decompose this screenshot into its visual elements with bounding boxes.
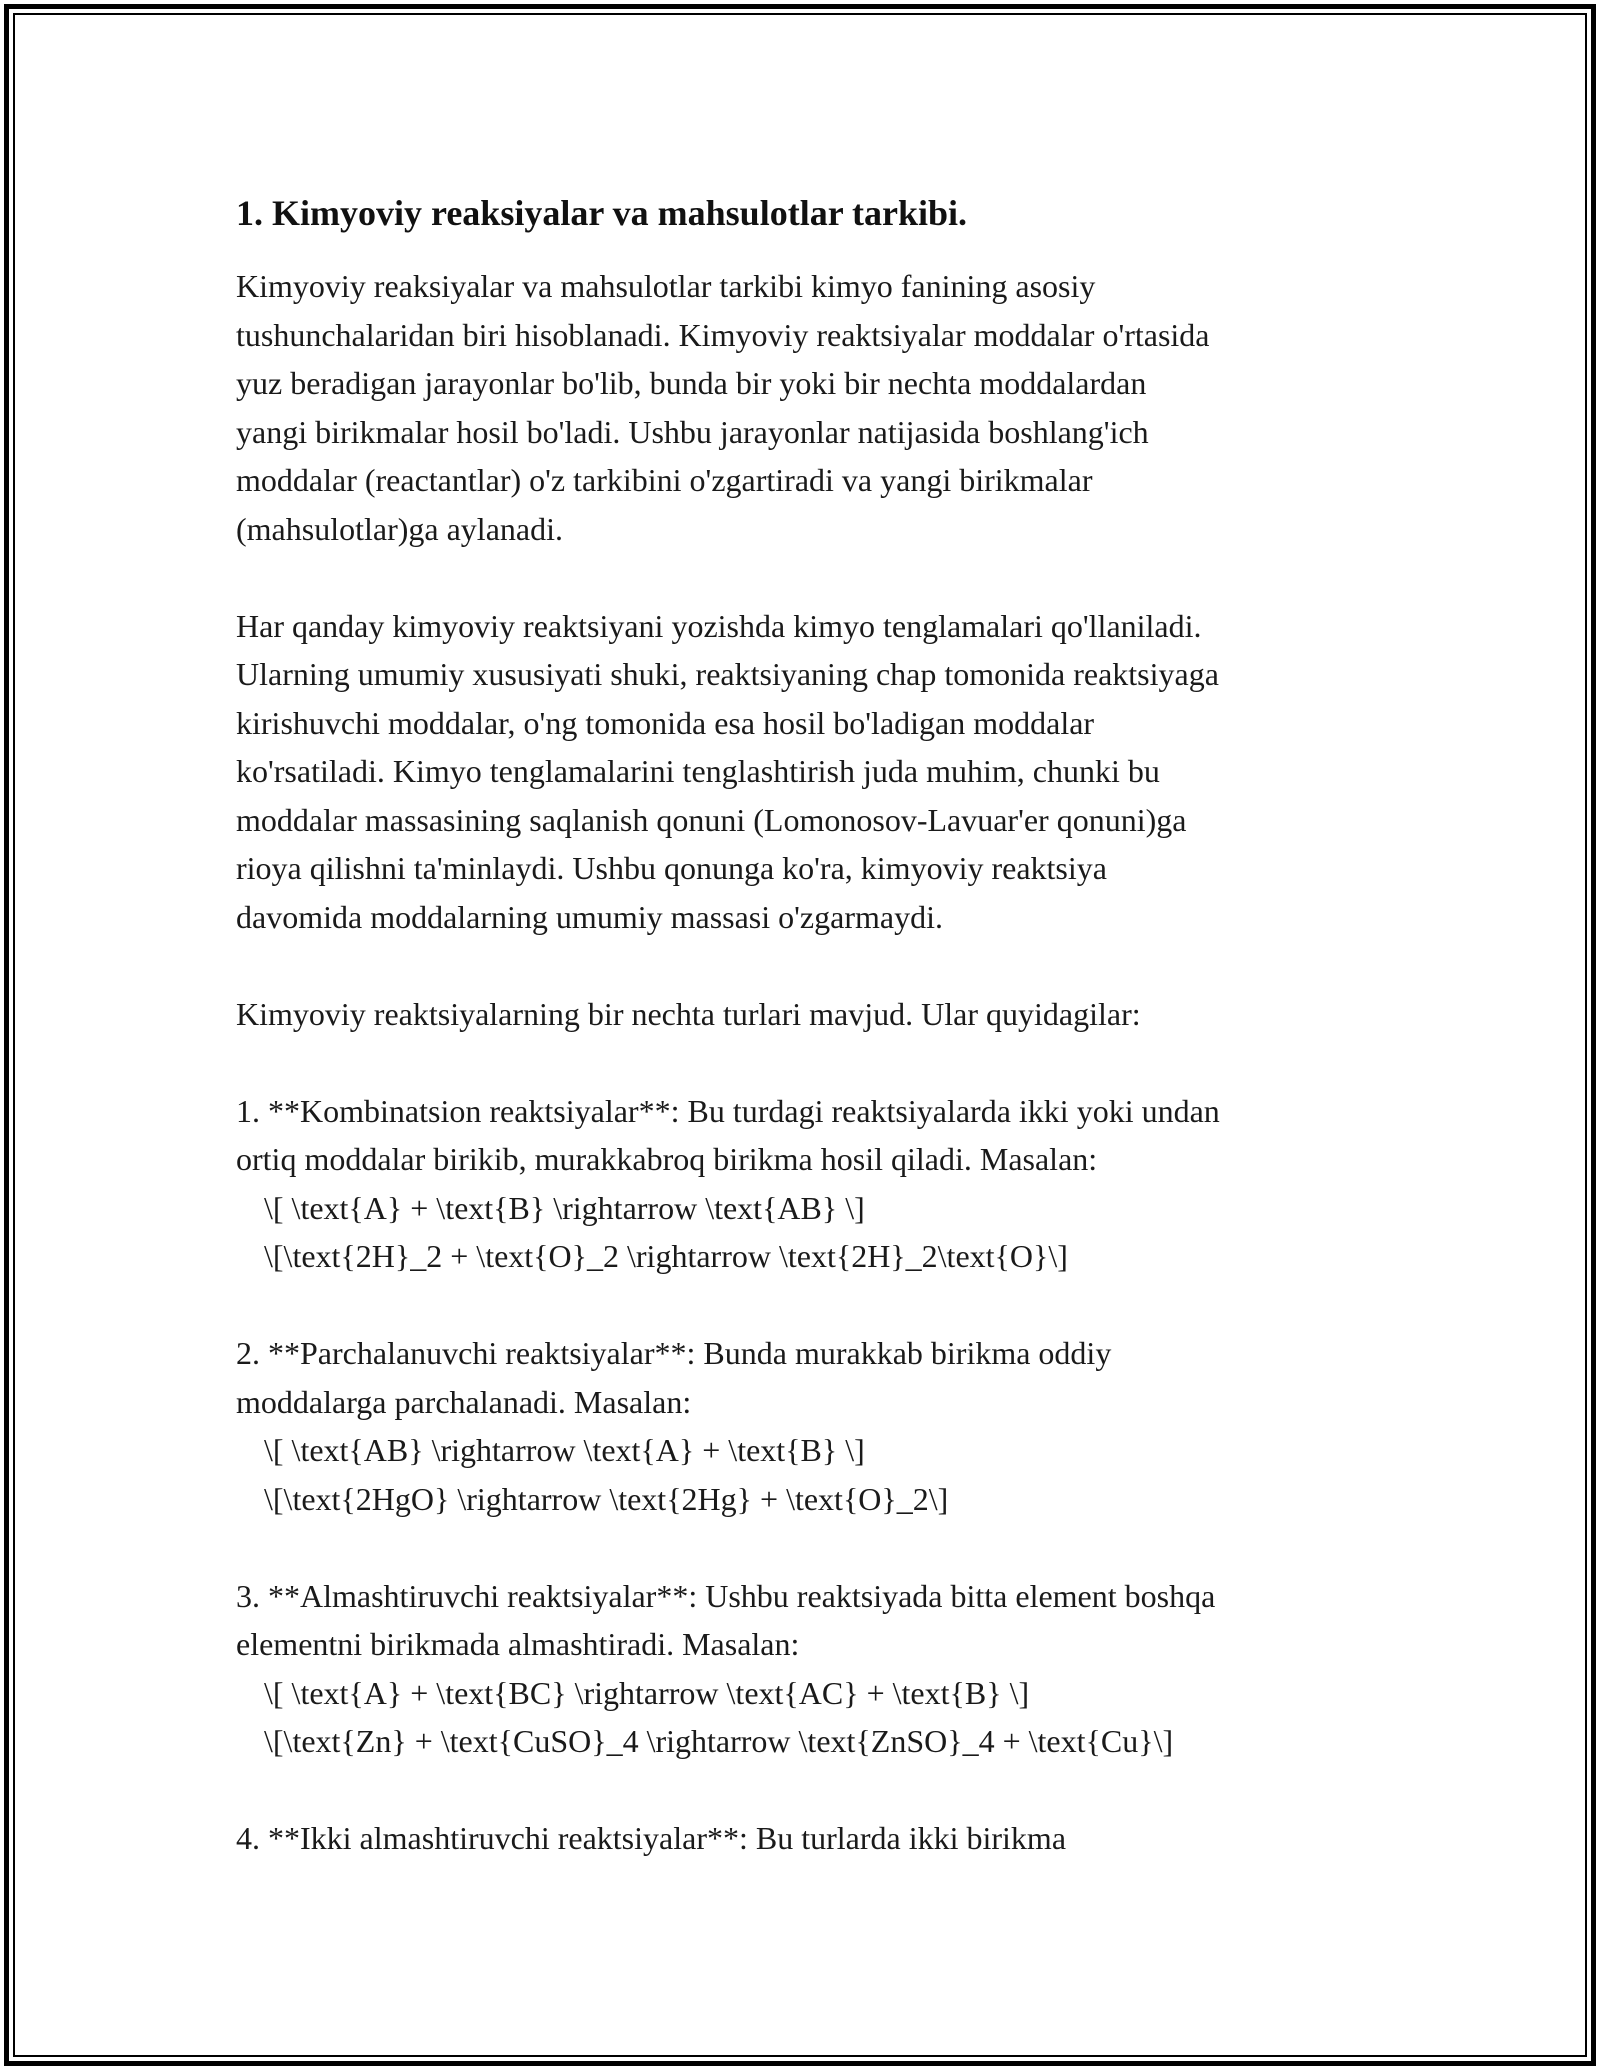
paragraph-spacer bbox=[236, 1038, 1396, 1087]
formula-general: \[ \text{AB} \rightarrow \text{A} + \text{B} \] bbox=[264, 1432, 865, 1468]
document-body bbox=[236, 188, 1396, 1863]
section-heading: 1. Kimyoviy reaksiyalar va mahsulotlar tarkibi. bbox=[236, 193, 968, 233]
list-item-double-substitution bbox=[236, 1814, 1396, 1863]
list-item-text: 2. **Parchalanuvchi reaktsiyalar**: Bunda murakkab birikma oddiy moddalarga parchalanadi. Masalan: bbox=[236, 1335, 1112, 1420]
paragraph-spacer bbox=[236, 1523, 1396, 1572]
paragraph-equations: Har qanday kimyoviy reaktsiyani yozishda kimyo tenglamalari qo'llaniladi. Ularning umumiy xususiyati shuki, reaktsiyaning chap tomonida reaktsiyaga kirishuvchi moddalar, o'ng tomonida esa hosil bo'ladigan moddalar ko'rsatiladi. Kimyo tenglamalarini tenglashtirish juda muhim, chunki bu moddalar massasining saqlanish qonuni (Lomonosov-Lavuar'er qonuni)ga rioya qilishni ta'minlaydi. Ushbu qonunga ko'ra, kimyoviy reaktsiya davomida moddalarning umumiy massasi o'zgarmaydi. bbox=[236, 607, 1219, 935]
paragraph-spacer bbox=[236, 1766, 1396, 1815]
formula-general: \[ \text{A} + \text{BC} \rightarrow \text{AC} + \text{B} \] bbox=[264, 1674, 1030, 1711]
formula-example: \[\text{Zn} + \text{CuSO}_4 \rightarrow \text{ZnSO}_4 + \text{Cu}\] bbox=[264, 1723, 1174, 1759]
list-item-combination bbox=[236, 1087, 1396, 1281]
paragraph-types-intro: Kimyoviy reaktsiyalarning bir nechta turlari mavjud. Ular quyidagilar: bbox=[236, 995, 1141, 1032]
list-item-text: 4. **Ikki almashtiruvchi reaktsiyalar**: Bu turlarda ikki birikma bbox=[236, 1820, 1067, 1856]
paragraph-spacer bbox=[236, 1281, 1396, 1330]
formula-example: \[\text{2HgO} \rightarrow \text{2Hg} + \text{O}_2\] bbox=[264, 1480, 949, 1517]
list-item-substitution bbox=[236, 1572, 1396, 1766]
formula-example: \[\text{2H}_2 + \text{O}_2 \rightarrow \text{2H}_2\text{O}\] bbox=[264, 1238, 1068, 1274]
formula-general: \[ \text{A} + \text{B} \rightarrow \text{AB} \] bbox=[264, 1189, 865, 1226]
paragraph-intro: Kimyoviy reaksiyalar va mahsulotlar tarkibi kimyo fanining asosiy tushunchalaridan biri hisoblanadi. Kimyoviy reaktsiyalar moddalar o'rtasida yuz beradigan jarayonlar bo'lib, bunda bir yoki bir nechta moddalardan yangi birikmalar hosil bo'ladi. Ushbu jarayonlar natijasida boshlang'ich moddalar (reactantlar) o'z tarkibini o'zgartiradi va yangi birikmalar (mahsulotlar)ga aylanadi. bbox=[236, 268, 1210, 547]
list-item-text: 1. **Kombinatsion reaktsiyalar**: Bu turdagi reaktsiyalarda ikki yoki undan ortiq moddalar birikib, murakkabroq birikma hosil qiladi. Masalan: bbox=[236, 1092, 1220, 1177]
paragraph-spacer bbox=[236, 941, 1396, 990]
list-item-text: 3. **Almashtiruvchi reaktsiyalar**: Ushbu reaktsiyada bitta element boshqa elementni birikmada almashtiradi. Masalan: bbox=[236, 1577, 1216, 1662]
paragraph-spacer bbox=[236, 553, 1396, 602]
list-item-decomposition bbox=[236, 1329, 1396, 1523]
